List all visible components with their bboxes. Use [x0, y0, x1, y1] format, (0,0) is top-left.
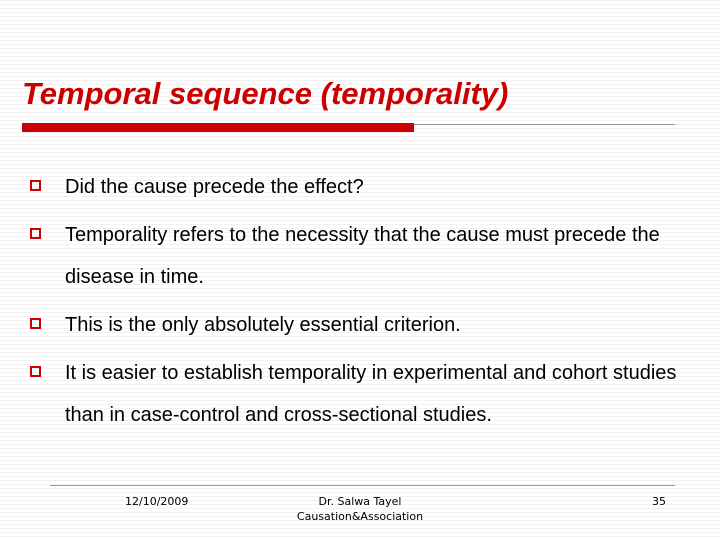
bullet-item — [30, 352, 680, 436]
hollow-square-bullet-icon — [30, 228, 41, 239]
hollow-square-bullet-icon — [30, 318, 41, 329]
bullet-text: It is easier to establish temporality in experimental and cohort studies than in case-control and cross-sectional studies. — [65, 362, 677, 426]
bullet-item — [30, 214, 680, 298]
title-underline-bar — [22, 123, 414, 132]
bullet-text: Did the cause precede the effect? — [65, 176, 364, 198]
hollow-square-bullet-icon — [30, 366, 41, 377]
footer-center — [280, 494, 440, 524]
bullet-text: This is the only absolutely essential criterion. — [65, 314, 461, 336]
title-underline-rule — [414, 124, 675, 125]
bullet-item — [30, 166, 680, 208]
footer-subtitle: Causation&Association — [296, 510, 424, 523]
bullet-list — [30, 166, 680, 442]
bullet-text: Temporality refers to the necessity that the cause must precede the disease in time. — [65, 224, 660, 288]
bullet-item — [30, 304, 680, 346]
footer-date: 12/10/2009 — [125, 495, 189, 508]
footer-author: Dr. Salwa Tayel — [318, 495, 402, 508]
footer-page-number: 35 — [652, 495, 666, 508]
slide-title: Temporal sequence (temporality) — [22, 76, 509, 111]
hollow-square-bullet-icon — [30, 180, 41, 191]
footer-rule — [50, 485, 675, 486]
